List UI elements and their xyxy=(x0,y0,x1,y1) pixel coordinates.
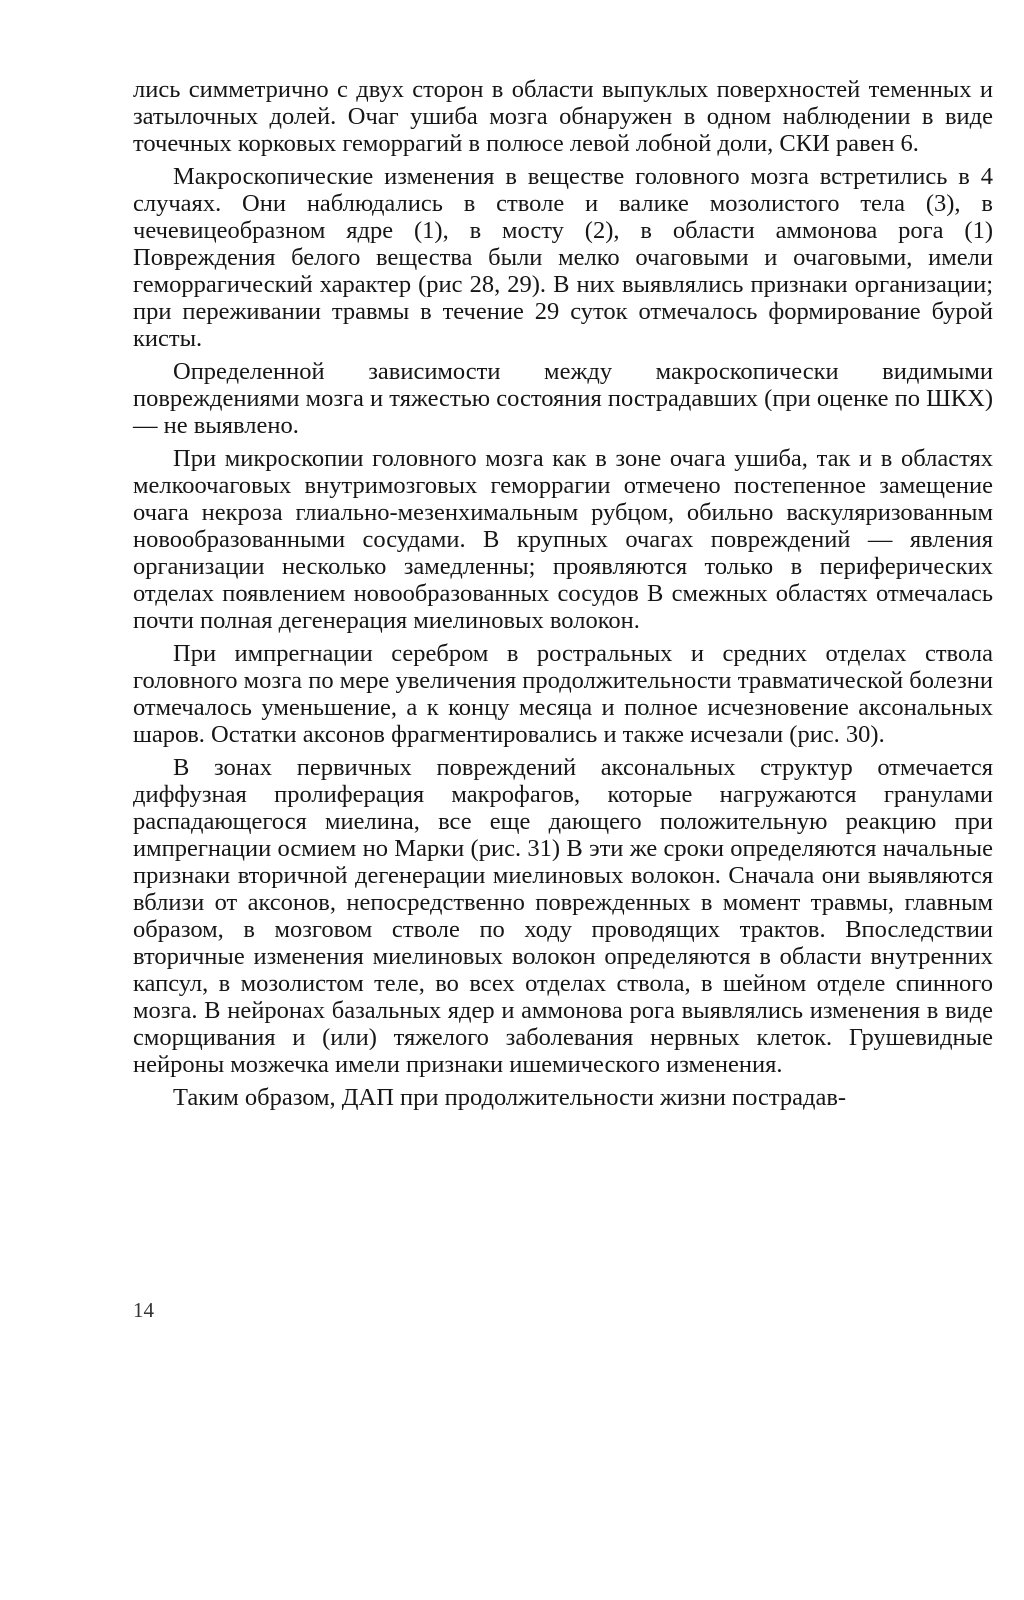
page-body xyxy=(133,76,993,1117)
paragraph-conclusion: Таким образом, ДАП при продолжительности жизни пострадав- xyxy=(173,1084,847,1111)
paragraph-dependency: Определенной зависимости между макроскопически видимыми повреждениями мозга и тяжестью состояния пострадавших (при оценке по ШКХ) — не выявлено. xyxy=(133,358,993,439)
paragraph-macroscopic-changes: Макроскопические изменения в веществе головного мозга встретились в 4 случаях. Они наблюдались в стволе и валике мозолистого тела (3), в чечевицеобразном ядре (1), в мосту (2), в области аммонова рога (1) Повреждения белого вещества были мелко очаговыми и очаговыми, имели геморрагический характер (рис 28, 29). В них выявлялись признаки организации; при переживании травмы в течение 29 суток отмечалось формирование бурой кисты. xyxy=(133,163,993,352)
paragraph-silver-impregnation: При импрегнации серебром в ростральных и средних отделах ствола головного мозга по мере увеличения продолжительности травматической болезни отмечалось уменьшение, а к концу месяца и полное исчезновение аксональных шаров. Остатки аксонов фрагментировались и также исчезали (рис. 30). xyxy=(133,640,993,748)
paragraph-microscopy: При микроскопии головного мозга как в зоне очага ушиба, так и в областях мелкоочаговых внутримозговых геморрагии отмечено постепенное замещение очага некроза глиально-мезенхимальным рубцом, обильно васкуляризованным новообразованными сосудами. В крупных очагах повреждений — явления организации несколько замедленны; проявляются только в периферических отделах появлением новообразованных сосудов В смежных областях отмечалась почти полная дегенерация миелиновых волокон. xyxy=(133,445,993,634)
paragraph-continuation: лись симметрично с двух сторон в области выпуклых поверхностей теменных и затылочных долей. Очаг ушиба мозга обнаружен в одном наблюдении в виде точечных корковых геморрагий в полюсе левой лобной доли, СКИ равен 6. xyxy=(133,76,993,157)
page-number: 14 xyxy=(133,1298,154,1322)
paragraph-primary-damage: В зонах первичных повреждений аксональных структур отмечается диффузная пролиферация макрофагов, которые нагружаются гранулами распадающегося миелина, все еще дающего положительную реакцию при импрегнации осмием но Марки (рис. 31) В эти же сроки определяются начальные признаки вторичной дегенерации миелиновых волокон. Сначала они выявляются вблизи от аксонов, непосредственно поврежденных в момент травмы, главным образом, в мозговом стволе по ходу проводящих трактов. Впоследствии вторичные изменения миелиновых волокон определяются в области внутренних капсул, в мозолистом теле, во всех отделах ствола, в шейном отделе спинного мозга. В нейронах базальных ядер и аммонова рога выявлялись изменения в виде сморщивания и (или) тяжелого заболевания нервных клеток. Грушевидные нейроны мозжечка имели признаки ишемического изменения. xyxy=(133,754,993,1078)
